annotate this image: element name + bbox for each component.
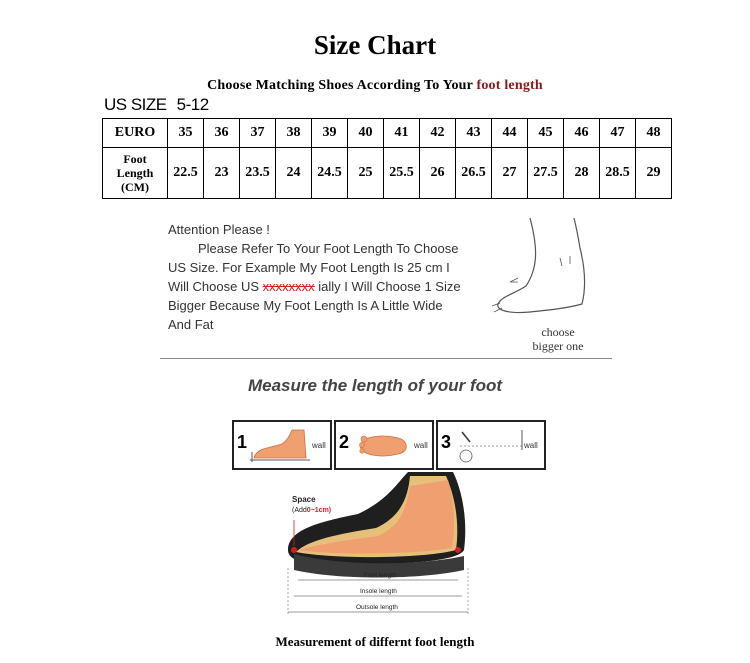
space-marker-icon: [291, 547, 297, 553]
step-number: 3: [441, 432, 452, 452]
subtitle-highlight: foot length: [476, 78, 543, 93]
foot-top-icon: [352, 426, 414, 466]
wall-label: wall: [312, 441, 326, 450]
choose-note: [528, 325, 588, 353]
heel-marker-icon: [455, 547, 461, 553]
choose-note-line: choose: [541, 325, 575, 339]
foot-side-icon: [248, 426, 312, 466]
euro-row: [103, 119, 672, 148]
struck-text: xxxxxxxx: [262, 279, 315, 294]
euro-size-cell: 41: [384, 119, 420, 148]
wall-label: wall: [414, 441, 428, 450]
euro-size-cell: 40: [348, 119, 384, 148]
step-number: 1: [237, 432, 248, 452]
shoe-cross-section-diagram: [278, 470, 478, 618]
foot-length-cell: 26: [420, 148, 456, 199]
ruler-icon: [456, 426, 526, 466]
euro-size-cell: 37: [240, 119, 276, 148]
foot-length-label: Foot length: [364, 572, 397, 579]
foot-length-cell: 27: [492, 148, 528, 199]
attention-text: ially I Will Choose 1 Size: [314, 279, 461, 294]
foot-length-cell: 25.5: [384, 148, 420, 199]
euro-header: EURO: [103, 119, 168, 148]
foot-length-cell: 23.5: [240, 148, 276, 199]
space-add-text: (Add: [292, 507, 307, 514]
section-divider: [160, 358, 612, 359]
space-add-label: [292, 507, 331, 514]
foot-length-cell: 28: [564, 148, 600, 199]
us-size-range: 5-12: [176, 95, 209, 114]
foot-label-line: (CM): [121, 180, 149, 194]
attention-line: [168, 277, 508, 296]
measure-heading: Measure the length of your foot: [247, 376, 503, 395]
step-3-panel: [436, 420, 546, 470]
foot-label-line: Length: [116, 166, 154, 180]
foot-length-cell: 24.5: [312, 148, 348, 199]
space-range-text: 0~1cm): [306, 507, 332, 514]
foot-length-cell: 23: [204, 148, 240, 199]
foot-label-line: Foot: [123, 152, 147, 166]
foot-length-cell: 22.5: [168, 148, 204, 199]
size-table: [102, 118, 672, 199]
attention-line: Bigger Because My Foot Length Is A Little Wide: [168, 298, 443, 313]
outsole-length-label: Outsole length: [356, 604, 398, 611]
space-label: Space: [292, 495, 316, 504]
page-title: Size Chart: [313, 30, 437, 60]
us-size-text: US SIZE: [104, 95, 167, 114]
subtitle: [0, 78, 750, 94]
foot-length-cell: 27.5: [528, 148, 564, 199]
foot-length-cell: 26.5: [456, 148, 492, 199]
attention-line: And Fat: [168, 317, 214, 332]
step-2-panel: [334, 420, 434, 470]
attention-note: [168, 220, 508, 334]
euro-size-cell: 46: [564, 119, 600, 148]
foot-length-row: [103, 148, 672, 199]
euro-size-cell: 38: [276, 119, 312, 148]
diagram-caption: Measurement of differnt foot length: [275, 634, 475, 649]
foot-length-cell: 28.5: [600, 148, 636, 199]
step-1-panel: [232, 420, 332, 470]
euro-size-cell: 44: [492, 119, 528, 148]
attention-heading: Attention Please !: [168, 222, 270, 237]
foot-sketch-illustration: [490, 208, 610, 333]
attention-text: Will Choose US: [168, 279, 263, 294]
attention-line: US Size. For Example My Foot Length Is 25 cm I: [168, 260, 450, 275]
step-number: 2: [339, 432, 350, 452]
wall-label: wall: [524, 441, 538, 450]
euro-size-cell: 47: [600, 119, 636, 148]
euro-size-cell: 42: [420, 119, 456, 148]
foot-length-cell: 29: [636, 148, 672, 199]
euro-size-cell: 48: [636, 119, 672, 148]
us-size-label: [104, 95, 209, 115]
insole-length-label: Insole length: [360, 588, 397, 595]
euro-size-cell: 43: [456, 119, 492, 148]
foot-length-header: [103, 148, 168, 199]
euro-size-cell: 36: [204, 119, 240, 148]
attention-line: Please Refer To Your Foot Length To Choose: [198, 241, 459, 256]
foot-length-cell: 25: [348, 148, 384, 199]
choose-note-line: bigger one: [532, 339, 584, 353]
foot-length-cell: 24: [276, 148, 312, 199]
euro-size-cell: 39: [312, 119, 348, 148]
subtitle-text: Choose Matching Shoes According To Your: [207, 78, 477, 93]
euro-size-cell: 45: [528, 119, 564, 148]
euro-size-cell: 35: [168, 119, 204, 148]
